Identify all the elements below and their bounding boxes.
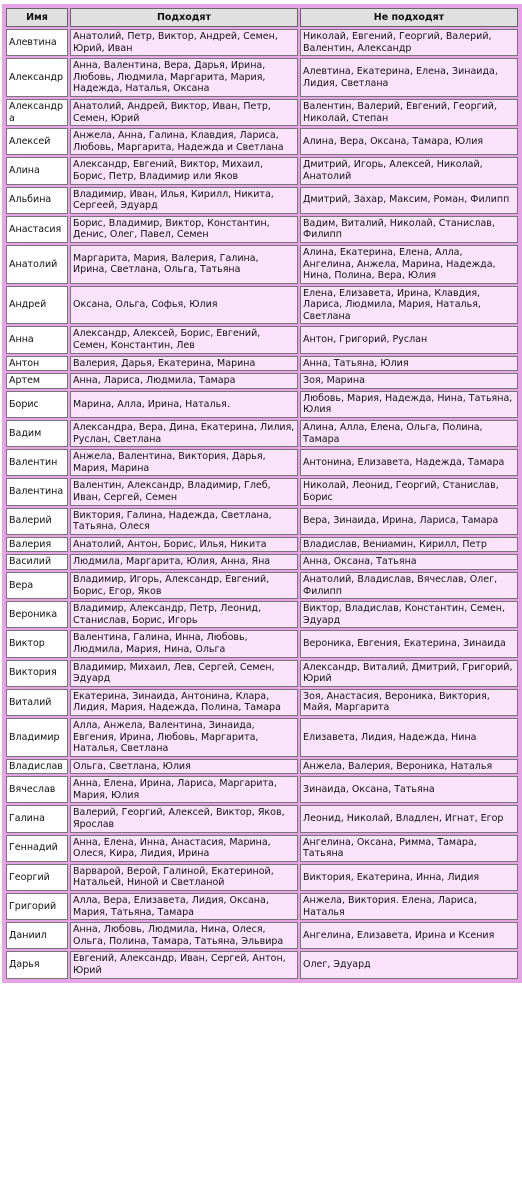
table-row: [6, 449, 518, 476]
incompatible-names-cell: Валентин, Валерий, Евгений, Георгий, Николай, Степан: [300, 99, 518, 126]
table-row: [6, 58, 518, 97]
table-row: [6, 245, 518, 284]
name-cell: Виталий: [6, 689, 68, 716]
incompatible-names-cell: Леонид, Николай, Владлен, Игнат, Егор: [300, 805, 518, 832]
table-row: [6, 508, 518, 535]
name-cell: Анна: [6, 326, 68, 353]
name-cell: Валентин: [6, 449, 68, 476]
incompatible-names-cell: Зинаида, Оксана, Татьяна: [300, 776, 518, 803]
incompatible-names-cell: Анжела, Валерия, Вероника, Наталья: [300, 759, 518, 775]
name-cell: Григорий: [6, 893, 68, 920]
name-cell: Александра: [6, 99, 68, 126]
compatible-names-cell: Владимир, Александр, Петр, Леонид, Станислав, Борис, Игорь: [70, 601, 298, 628]
compatible-names-cell: Валерий, Георгий, Алексей, Виктор, Яков, Ярослав: [70, 805, 298, 832]
name-cell: Владимир: [6, 718, 68, 757]
table-row: [6, 689, 518, 716]
table-row: [6, 660, 518, 687]
compatible-names-cell: Алла, Вера, Елизавета, Лидия, Оксана, Мария, Татьяна, Тамара: [70, 893, 298, 920]
incompatible-names-cell: Вера, Зинаида, Ирина, Лариса, Тамара: [300, 508, 518, 535]
compatible-names-cell: Оксана, Ольга, Софья, Юлия: [70, 286, 298, 325]
table-row: [6, 187, 518, 214]
name-cell: Антон: [6, 356, 68, 372]
table-row: [6, 128, 518, 155]
compatible-names-cell: Александр, Алексей, Борис, Евгений, Семен, Константин, Лев: [70, 326, 298, 353]
table-row: [6, 216, 518, 243]
compatible-names-cell: Валентина, Галина, Инна, Любовь, Людмила, Мария, Нина, Ольга: [70, 630, 298, 657]
name-cell: Вадим: [6, 420, 68, 447]
compatible-names-cell: Людмила, Маргарита, Юлия, Анна, Яна: [70, 554, 298, 570]
table-row: [6, 951, 518, 978]
compatible-names-cell: Анна, Любовь, Людмила, Нина, Олеся, Ольга, Полина, Тамара, Татьяна, Эльвира: [70, 922, 298, 949]
table-row: [6, 922, 518, 949]
incompatible-names-cell: Анатолий, Владислав, Вячеслав, Олег, Филипп: [300, 572, 518, 599]
incompatible-names-cell: Алина, Вера, Оксана, Тамара, Юлия: [300, 128, 518, 155]
table-row: [6, 286, 518, 325]
incompatible-names-cell: Анна, Татьяна, Юлия: [300, 356, 518, 372]
compatible-names-cell: Ольга, Светлана, Юлия: [70, 759, 298, 775]
name-cell: Виктория: [6, 660, 68, 687]
compatible-names-cell: Екатерина, Зинаида, Антонина, Клара, Лидия, Мария, Надежда, Полина, Тамара: [70, 689, 298, 716]
incompatible-names-cell: Анжела, Виктория. Елена, Лариса, Наталья: [300, 893, 518, 920]
incompatible-names-cell: Алина, Екатерина, Елена, Алла, Ангелина, Анжела, Марина, Надежда, Нина, Полина, Вера, Юлия: [300, 245, 518, 284]
table-row: [6, 864, 518, 891]
compatible-names-cell: Александр, Евгений, Виктор, Михаил, Борис, Петр, Владимир или Яков: [70, 157, 298, 184]
header-name: Имя: [6, 8, 68, 27]
table-row: [6, 893, 518, 920]
table-row: [6, 572, 518, 599]
compatible-names-cell: Анна, Елена, Ирина, Лариса, Маргарита, Мария, Юлия: [70, 776, 298, 803]
compatible-names-cell: Анжела, Анна, Галина, Клавдия, Лариса, Любовь, Маргарита, Надежда и Светлана: [70, 128, 298, 155]
name-cell: Валерия: [6, 537, 68, 553]
name-cell: Даниил: [6, 922, 68, 949]
table-row: [6, 356, 518, 372]
name-cell: Василий: [6, 554, 68, 570]
name-cell: Алексей: [6, 128, 68, 155]
name-cell: Валерий: [6, 508, 68, 535]
table-row: [6, 718, 518, 757]
incompatible-names-cell: Вадим, Виталий, Николай, Станислав, Филипп: [300, 216, 518, 243]
table-row: [6, 29, 518, 56]
incompatible-names-cell: Дмитрий, Игорь, Алексей, Николай, Анатолий: [300, 157, 518, 184]
incompatible-names-cell: Антонина, Елизавета, Надежда, Тамара: [300, 449, 518, 476]
name-cell: Борис: [6, 391, 68, 418]
table-row: [6, 630, 518, 657]
incompatible-names-cell: Вероника, Евгения, Екатерина, Зинаида: [300, 630, 518, 657]
table-row: [6, 157, 518, 184]
compatible-names-cell: Алла, Анжела, Валентина, Зинаида, Евгения, Ирина, Любовь, Маргарита, Наталья, Светлана: [70, 718, 298, 757]
incompatible-names-cell: Зоя, Марина: [300, 373, 518, 389]
incompatible-names-cell: Владислав, Вениамин, Кирилл, Петр: [300, 537, 518, 553]
incompatible-names-cell: Елена, Елизавета, Ирина, Клавдия, Лариса, Людмила, Мария, Наталья, Светлана: [300, 286, 518, 325]
header-incompatible: Не подходят: [300, 8, 518, 27]
incompatible-names-cell: Дмитрий, Захар, Максим, Роман, Филипп: [300, 187, 518, 214]
incompatible-names-cell: Виктор, Владислав, Константин, Семен, Эдуард: [300, 601, 518, 628]
table-row: [6, 99, 518, 126]
name-cell: Галина: [6, 805, 68, 832]
name-cell: Артем: [6, 373, 68, 389]
incompatible-names-cell: Александр, Виталий, Дмитрий, Григорий, Юрий: [300, 660, 518, 687]
table-row: [6, 420, 518, 447]
name-cell: Вячеслав: [6, 776, 68, 803]
name-cell: Валентина: [6, 478, 68, 505]
incompatible-names-cell: Алевтина, Екатерина, Елена, Зинаида, Лидия, Светлана: [300, 58, 518, 97]
compatible-names-cell: Маргарита, Мария, Валерия, Галина, Ирина, Светлана, Ольга, Татьяна: [70, 245, 298, 284]
table-row: [6, 373, 518, 389]
incompatible-names-cell: Николай, Евгений, Георгий, Валерий, Валентин, Александр: [300, 29, 518, 56]
name-cell: Владислав: [6, 759, 68, 775]
name-cell: Виктор: [6, 630, 68, 657]
table-row: [6, 554, 518, 570]
incompatible-names-cell: Ангелина, Оксана, Римма, Тамара, Татьяна: [300, 835, 518, 862]
table-row: [6, 805, 518, 832]
incompatible-names-cell: Анна, Оксана, Татьяна: [300, 554, 518, 570]
table-row: [6, 391, 518, 418]
compatible-names-cell: Анна, Елена, Инна, Анастасия, Марина, Олеся, Кира, Лидия, Ирина: [70, 835, 298, 862]
compatible-names-cell: Анатолий, Антон, Борис, Илья, Никита: [70, 537, 298, 553]
compatible-names-cell: Владимир, Иван, Илья, Кирилл, Никита, Сергеей, Эдуард: [70, 187, 298, 214]
table-body: [6, 29, 518, 979]
table-row: [6, 835, 518, 862]
name-cell: Алина: [6, 157, 68, 184]
name-cell: Вероника: [6, 601, 68, 628]
name-cell: Андрей: [6, 286, 68, 325]
name-compatibility-table: [2, 4, 522, 983]
name-cell: Вера: [6, 572, 68, 599]
name-cell: Алевтина: [6, 29, 68, 56]
compatible-names-cell: Евгений, Александр, Иван, Сергей, Антон, Юрий: [70, 951, 298, 978]
incompatible-names-cell: Антон, Григорий, Руслан: [300, 326, 518, 353]
name-cell: Георгий: [6, 864, 68, 891]
incompatible-names-cell: Елизавета, Лидия, Надежда, Нина: [300, 718, 518, 757]
incompatible-names-cell: Любовь, Мария, Надежда, Нина, Татьяна, Юлия: [300, 391, 518, 418]
incompatible-names-cell: Алина, Алла, Елена, Ольга, Полина, Тамара: [300, 420, 518, 447]
compatible-names-cell: Виктория, Галина, Надежда, Светлана, Татьяна, Олеся: [70, 508, 298, 535]
incompatible-names-cell: Зоя, Анастасия, Вероника, Виктория, Майя, Маргарита: [300, 689, 518, 716]
compatible-names-cell: Марина, Алла, Ирина, Наталья.: [70, 391, 298, 418]
name-cell: Анастасия: [6, 216, 68, 243]
name-cell: Альбина: [6, 187, 68, 214]
compatible-names-cell: Александра, Вера, Дина, Екатерина, Лилия, Руслан, Светлана: [70, 420, 298, 447]
compatible-names-cell: Анатолий, Андрей, Виктор, Иван, Петр, Семен, Юрий: [70, 99, 298, 126]
table-row: [6, 776, 518, 803]
compatible-names-cell: Анна, Лариса, Людмила, Тамара: [70, 373, 298, 389]
compatible-names-cell: Валентин, Александр, Владимир, Глеб, Иван, Сергей, Семен: [70, 478, 298, 505]
compatible-names-cell: Анна, Валентина, Вера, Дарья, Ирина, Любовь, Людмила, Маргарита, Мария, Надежда, Наталья, Оксана: [70, 58, 298, 97]
table-row: [6, 601, 518, 628]
header-compatible: Подходят: [70, 8, 298, 27]
name-cell: Дарья: [6, 951, 68, 978]
compatible-names-cell: Анатолий, Петр, Виктор, Андрей, Семен, Юрий, Иван: [70, 29, 298, 56]
compatible-names-cell: Варварой, Верой, Галиной, Екатериной, Натальей, Ниной и Светланой: [70, 864, 298, 891]
incompatible-names-cell: Николай, Леонид, Георгий, Станислав, Борис: [300, 478, 518, 505]
header-row: [6, 8, 518, 27]
compatible-names-cell: Борис, Владимир, Виктор, Константин, Денис, Олег, Павел, Семен: [70, 216, 298, 243]
table-row: [6, 478, 518, 505]
name-cell: Анатолий: [6, 245, 68, 284]
incompatible-names-cell: Олег, Эдуард: [300, 951, 518, 978]
table-row: [6, 537, 518, 553]
compatible-names-cell: Анжела, Валентина, Виктория, Дарья, Мария, Марина: [70, 449, 298, 476]
compatible-names-cell: Владимир, Михаил, Лев, Сергей, Семен, Эдуард: [70, 660, 298, 687]
table-row: [6, 326, 518, 353]
compatible-names-cell: Владимир, Игорь, Александр, Евгений, Борис, Егор, Яков: [70, 572, 298, 599]
incompatible-names-cell: Ангелина, Елизавета, Ирина и Ксения: [300, 922, 518, 949]
name-cell: Александр: [6, 58, 68, 97]
table-row: [6, 759, 518, 775]
incompatible-names-cell: Виктория, Екатерина, Инна, Лидия: [300, 864, 518, 891]
compatible-names-cell: Валерия, Дарья, Екатерина, Марина: [70, 356, 298, 372]
name-cell: Геннадий: [6, 835, 68, 862]
